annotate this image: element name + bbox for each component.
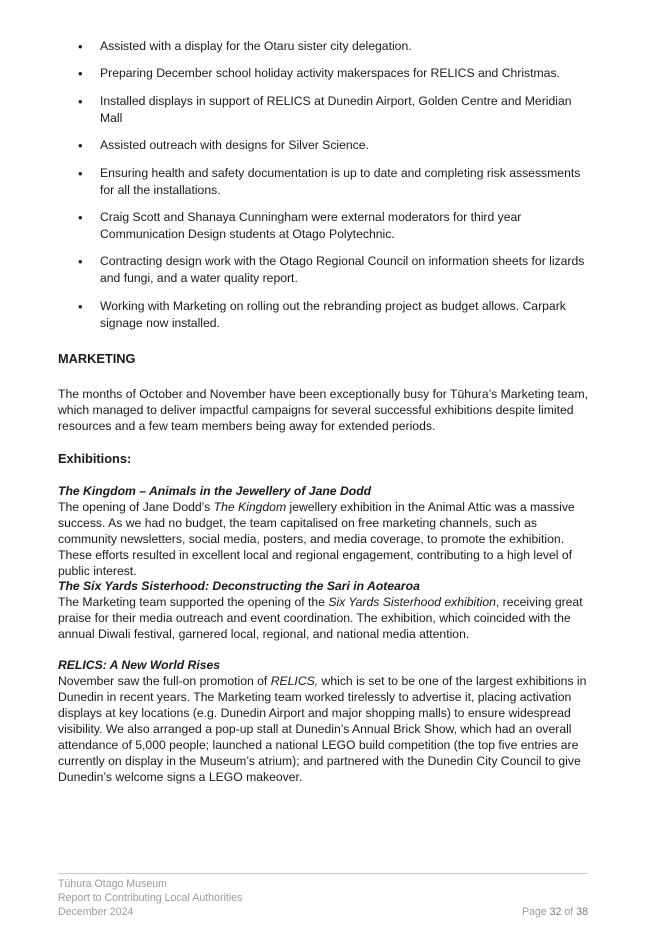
footer-divider — [58, 873, 588, 874]
list-item: • Ensuring health and safety documentation is up to date and completing risk assessments for all the installations. — [78, 165, 581, 197]
bullet-icon: • — [78, 138, 83, 154]
sisterhood-title: The Six Yards Sisterhood: Deconstructing the Sari in Aotearoa — [58, 579, 420, 593]
marketing-heading: MARKETING — [58, 351, 136, 366]
page-total: 38 — [576, 906, 588, 918]
page-of: of — [564, 906, 574, 918]
sisterhood-section — [58, 578, 588, 642]
page-current: 32 — [549, 906, 562, 918]
list-item: • Assisted outreach with designs for Silver Science. — [78, 138, 369, 154]
list-item: • Contracting design work with the Otago Regional Council on information sheets for lizards and fungi, and a water quality report. — [78, 254, 585, 286]
list-item: • Craig Scott and Shanaya Cunningham were external moderators for third year Communication Design students at Otago Polytechnic. — [78, 209, 522, 241]
bullet-icon: • — [78, 254, 83, 270]
footer-date: December 2024 — [58, 906, 134, 918]
relics-text-end: which is set to be one of the largest exhibitions in Dunedin in recent years. The Marketing team worked tirelessly to advertise it, placing activation displays at key locations (e.g. Dunedin Airport and major shopping malls) to ensure widespread visibility. We also arranged a pop-up stall at Dunedin’s Annual Brick Show, which had an overall attendance of 5,000 people; launched a national LEGO build competition (the top five entries are currently on display in the Museum’s atrium); and partnered with the Dunedin City Council to give Dunedin’s welcome signs a LEGO makeover. — [58, 674, 587, 784]
bullet-icon: • — [78, 39, 83, 54]
list-item: • Preparing December school holiday activity makerspaces for RELICS and Christmas. — [78, 66, 560, 82]
relics-title: RELICS: A New World Rises — [58, 658, 221, 672]
page-label: Page — [521, 906, 547, 918]
footer-org: Tūhura Otago Museum — [58, 878, 167, 890]
bullet-icon: • — [78, 93, 83, 109]
list-item: • Installed displays in support of RELICS at Dunedin Airport, Golden Centre and Meridian Mall — [78, 93, 572, 125]
activity-bullet-list — [58, 38, 588, 342]
list-item: • Assisted with a display for the Otaru sister city delegation. — [78, 39, 412, 54]
exhibitions-heading: Exhibitions: — [58, 451, 132, 466]
kingdom-title: The Kingdom – Animals in the Jewellery of Jane Dodd — [58, 484, 372, 498]
marketing-intro: The months of October and November have been exceptionally busy for Tūhura’s Marketing team, which managed to deliver impactful campaigns for several successful exhibitions despite limited resources and a few team members being away for extended periods. — [58, 387, 588, 433]
kingdom-text-emphasis: The Kingdom — [213, 500, 287, 514]
kingdom-section — [58, 483, 588, 579]
bullet-icon: • — [78, 66, 83, 82]
relics-text-emphasis: RELICS, — [270, 674, 319, 688]
bullet-icon: • — [78, 209, 83, 225]
list-item: • Working with Marketing on rolling out the rebranding project as budget allows. Carpark signage now installed. — [78, 298, 566, 330]
relics-text-start: November saw the full-on promotion of — [58, 674, 271, 688]
sisterhood-text-emphasis: Six Yards Sisterhood exhibition — [328, 595, 496, 609]
kingdom-text-start: The opening of Jane Dodd’s — [58, 500, 214, 514]
sisterhood-text-end: , receiving great praise for their media outreach and event coordination. The exhibition, which coincided with the annual Diwali festival, garnered local, regional, and national media attention. — [58, 595, 583, 641]
bullet-icon: • — [78, 165, 83, 181]
kingdom-text-end: jewellery exhibition in the Animal Attic was a massive success. As we had no budget, the team capitalised on free marketing channels, such as community newsletters, social media, posters, and media coverage, to promote the exhibition. These efforts resulted in excellent local and regional engagement, contributing to a high level of public interest. — [58, 500, 575, 578]
bullet-icon: • — [78, 298, 83, 314]
footer — [58, 877, 588, 919]
page-number — [522, 905, 588, 919]
relics-section — [58, 657, 588, 785]
sisterhood-text-start: The Marketing team supported the opening of the — [58, 595, 329, 609]
footer-report-title: Report to Contributing Local Authorities — [58, 892, 243, 904]
